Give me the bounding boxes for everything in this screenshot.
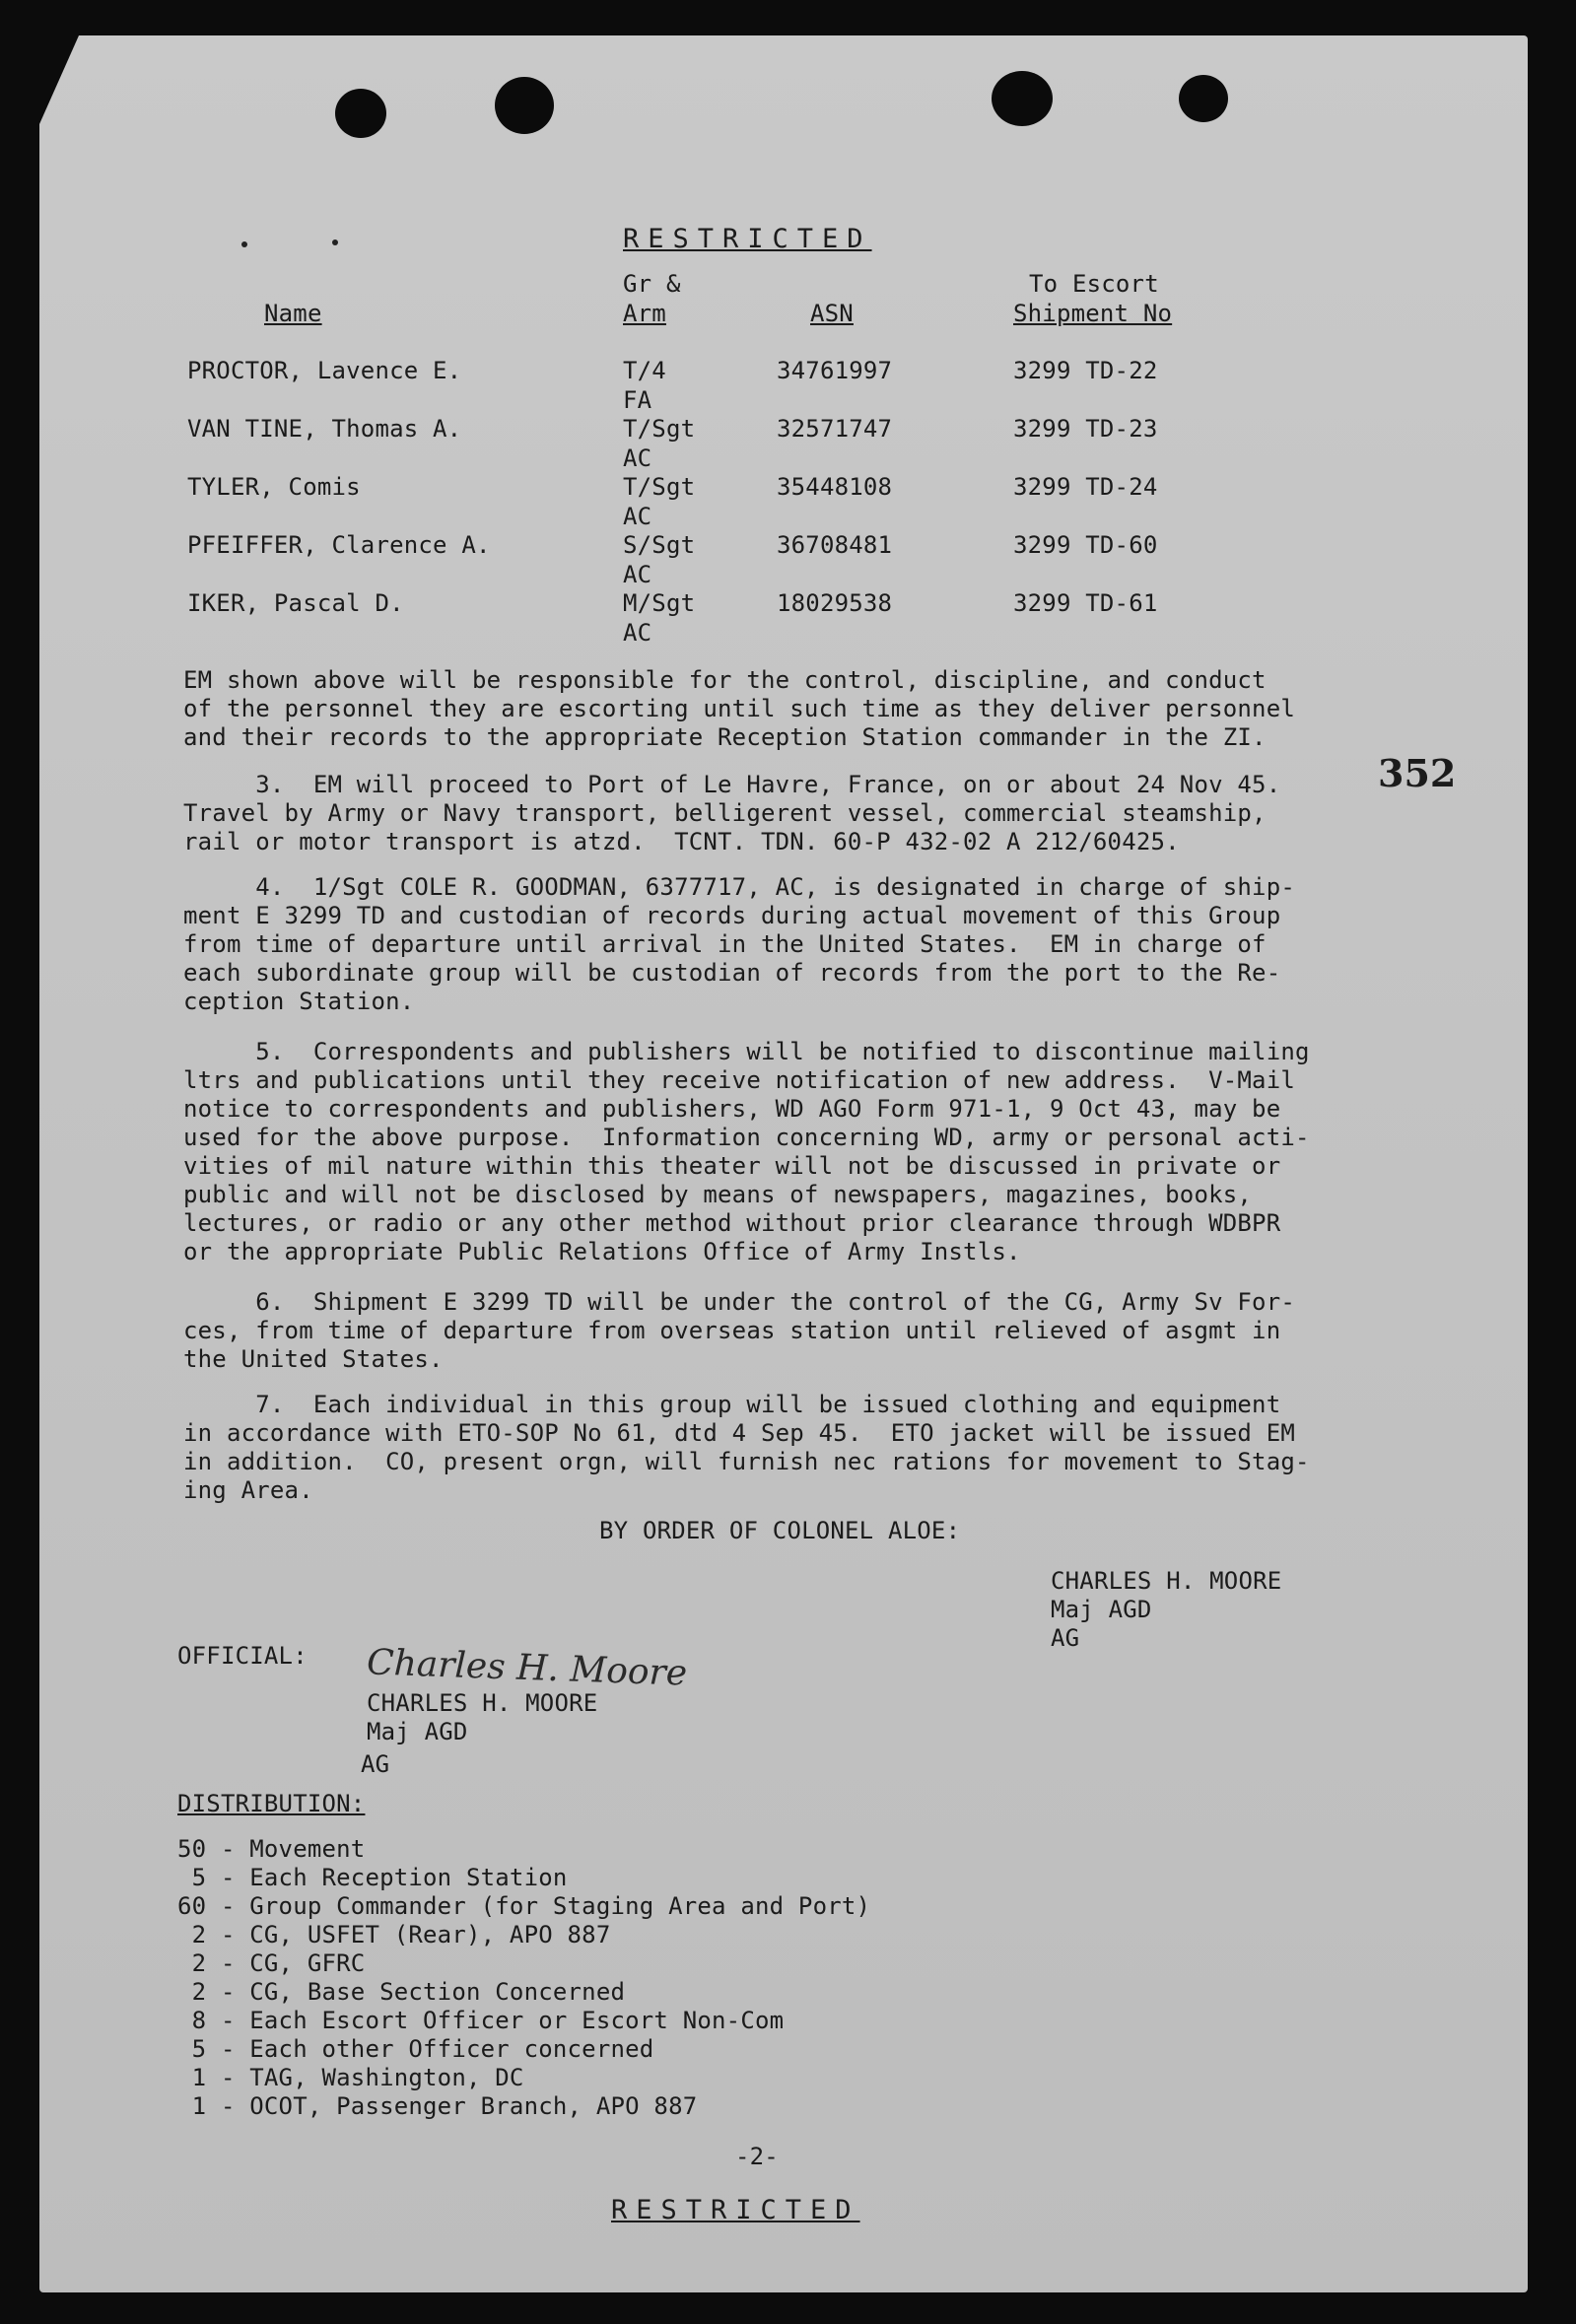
escort-name: TYLER, Comis bbox=[187, 473, 361, 501]
escort-shipment: 3299 TD-24 bbox=[1013, 473, 1158, 501]
text-line: or the appropriate Public Relations Office of Army Instls. bbox=[183, 1238, 1021, 1265]
escort-asn: 36708481 bbox=[777, 531, 893, 559]
escort-shipment: 3299 TD-22 bbox=[1013, 357, 1158, 384]
text-line: vities of mil nature within this theater will not be discussed in private or bbox=[183, 1152, 1281, 1180]
col-header-asn: ASN bbox=[810, 300, 854, 327]
list-item: 5 - Each other Officer concerned bbox=[177, 2035, 654, 2063]
official-title: AG bbox=[361, 1750, 390, 1778]
escort-grade: T/4 bbox=[623, 357, 666, 384]
page-stamp-number: 352 bbox=[1378, 751, 1457, 795]
text-line: from time of departure until arrival in the United States. EM in charge of bbox=[183, 930, 1267, 958]
list-item: 1 - TAG, Washington, DC bbox=[177, 2064, 524, 2091]
text-line: Travel by Army or Navy transport, belligerent vessel, commercial steamship, bbox=[183, 799, 1267, 827]
escort-arm: AC bbox=[623, 503, 652, 530]
escort-arm: AC bbox=[623, 619, 652, 647]
col-header-escort-1: To Escort bbox=[1029, 270, 1159, 298]
punch-hole bbox=[1179, 75, 1228, 122]
escort-asn: 18029538 bbox=[777, 589, 893, 617]
escort-shipment: 3299 TD-23 bbox=[1013, 415, 1158, 443]
list-item: 60 - Group Commander (for Staging Area and Port) bbox=[177, 1892, 871, 1920]
escort-grade: M/Sgt bbox=[623, 589, 696, 617]
escort-asn: 34761997 bbox=[777, 357, 893, 384]
text-line: 6. Shipment E 3299 TD will be under the control of the CG, Army Sv For- bbox=[183, 1288, 1295, 1316]
punch-hole bbox=[495, 77, 554, 134]
text-line: ing Area. bbox=[183, 1476, 313, 1504]
list-item: 2 - CG, GFRC bbox=[177, 1949, 366, 1977]
text-line: EM shown above will be responsible for the control, discipline, and conduct bbox=[183, 666, 1267, 694]
text-line: ception Station. bbox=[183, 988, 415, 1015]
text-line: 5. Correspondents and publishers will be notified to discontinue mailing bbox=[183, 1038, 1310, 1065]
escort-arm: AC bbox=[623, 444, 652, 472]
escort-name: PROCTOR, Lavence E. bbox=[187, 357, 462, 384]
escort-grade: T/Sgt bbox=[623, 473, 696, 501]
col-header-escort-2: Shipment No bbox=[1013, 300, 1173, 327]
col-header-grade-1: Gr & bbox=[623, 270, 681, 298]
col-header-name: Name bbox=[264, 300, 322, 327]
text-line: ltrs and publications until they receive notification of new address. V-Mail bbox=[183, 1066, 1295, 1094]
commander-title: AG bbox=[1051, 1624, 1080, 1652]
escort-name: VAN TINE, Thomas A. bbox=[187, 415, 462, 443]
text-line: rail or motor transport is atzd. TCNT. TDN. 60-P 432-02 A 212/60425. bbox=[183, 828, 1180, 855]
stray-mark bbox=[332, 239, 338, 245]
text-line: 7. Each individual in this group will be issued clothing and equipment bbox=[183, 1391, 1281, 1418]
official-name: CHARLES H. MOORE bbox=[367, 1689, 598, 1717]
text-line: in accordance with ETO-SOP No 61, dtd 4 Sep 45. ETO jacket will be issued EM bbox=[183, 1419, 1295, 1447]
classification-header: RESTRICTED bbox=[623, 224, 872, 254]
escort-asn: 32571747 bbox=[777, 415, 893, 443]
text-line: the United States. bbox=[183, 1345, 444, 1373]
commander-rank: Maj AGD bbox=[1051, 1596, 1152, 1623]
escort-asn: 35448108 bbox=[777, 473, 893, 501]
text-line: ment E 3299 TD and custodian of records during actual movement of this Group bbox=[183, 902, 1281, 929]
list-item: 50 - Movement bbox=[177, 1835, 366, 1863]
distribution-heading: DISTRIBUTION: bbox=[177, 1790, 366, 1817]
escort-name: IKER, Pascal D. bbox=[187, 589, 404, 617]
col-header-grade-2: Arm bbox=[623, 300, 666, 327]
punch-hole bbox=[335, 89, 386, 138]
page-number: -2- bbox=[735, 2143, 779, 2170]
text-line: public and will not be disclosed by means of newspapers, magazines, books, bbox=[183, 1181, 1253, 1208]
text-line: and their records to the appropriate Reception Station commander in the ZI. bbox=[183, 723, 1267, 751]
text-line: of the personnel they are escorting until such time as they deliver personnel bbox=[183, 695, 1295, 722]
list-item: 2 - CG, Base Section Concerned bbox=[177, 1978, 626, 2006]
text-line: ces, from time of departure from overseas station until relieved of asgmt in bbox=[183, 1317, 1281, 1344]
escort-shipment: 3299 TD-61 bbox=[1013, 589, 1158, 617]
escort-grade: S/Sgt bbox=[623, 531, 696, 559]
punch-hole bbox=[992, 71, 1053, 126]
text-line: in addition. CO, present orgn, will furnish nec rations for movement to Stag- bbox=[183, 1448, 1310, 1475]
escort-name: PFEIFFER, Clarence A. bbox=[187, 531, 491, 559]
stray-mark bbox=[241, 241, 247, 247]
handwritten-signature: Charles H. Moore bbox=[366, 1642, 688, 1694]
text-line: each subordinate group will be custodian of records from the port to the Re- bbox=[183, 959, 1281, 987]
list-item: 2 - CG, USFET (Rear), APO 887 bbox=[177, 1921, 611, 1948]
official-label: OFFICIAL: bbox=[177, 1642, 308, 1670]
list-item: 8 - Each Escort Officer or Escort Non-Com bbox=[177, 2007, 785, 2034]
text-line: lectures, or radio or any other method without prior clearance through WDBPR bbox=[183, 1209, 1281, 1237]
text-line: 4. 1/Sgt COLE R. GOODMAN, 6377717, AC, is designated in charge of ship- bbox=[183, 873, 1295, 901]
escort-arm: AC bbox=[623, 561, 652, 588]
text-line: notice to correspondents and publishers, WD AGO Form 971-1, 9 Oct 43, may be bbox=[183, 1095, 1281, 1123]
by-order-line: BY ORDER OF COLONEL ALOE: bbox=[599, 1517, 961, 1544]
folded-corner bbox=[39, 35, 79, 124]
escort-shipment: 3299 TD-60 bbox=[1013, 531, 1158, 559]
escort-grade: T/Sgt bbox=[623, 415, 696, 443]
text-line: 3. EM will proceed to Port of Le Havre, France, on or about 24 Nov 45. bbox=[183, 771, 1281, 798]
classification-footer: RESTRICTED bbox=[611, 2195, 860, 2225]
list-item: 5 - Each Reception Station bbox=[177, 1864, 568, 1891]
escort-arm: FA bbox=[623, 386, 652, 414]
text-line: used for the above purpose. Information concerning WD, army or personal acti- bbox=[183, 1124, 1310, 1151]
official-rank: Maj AGD bbox=[367, 1718, 468, 1745]
commander-name: CHARLES H. MOORE bbox=[1051, 1567, 1282, 1595]
list-item: 1 - OCOT, Passenger Branch, APO 887 bbox=[177, 2092, 698, 2120]
